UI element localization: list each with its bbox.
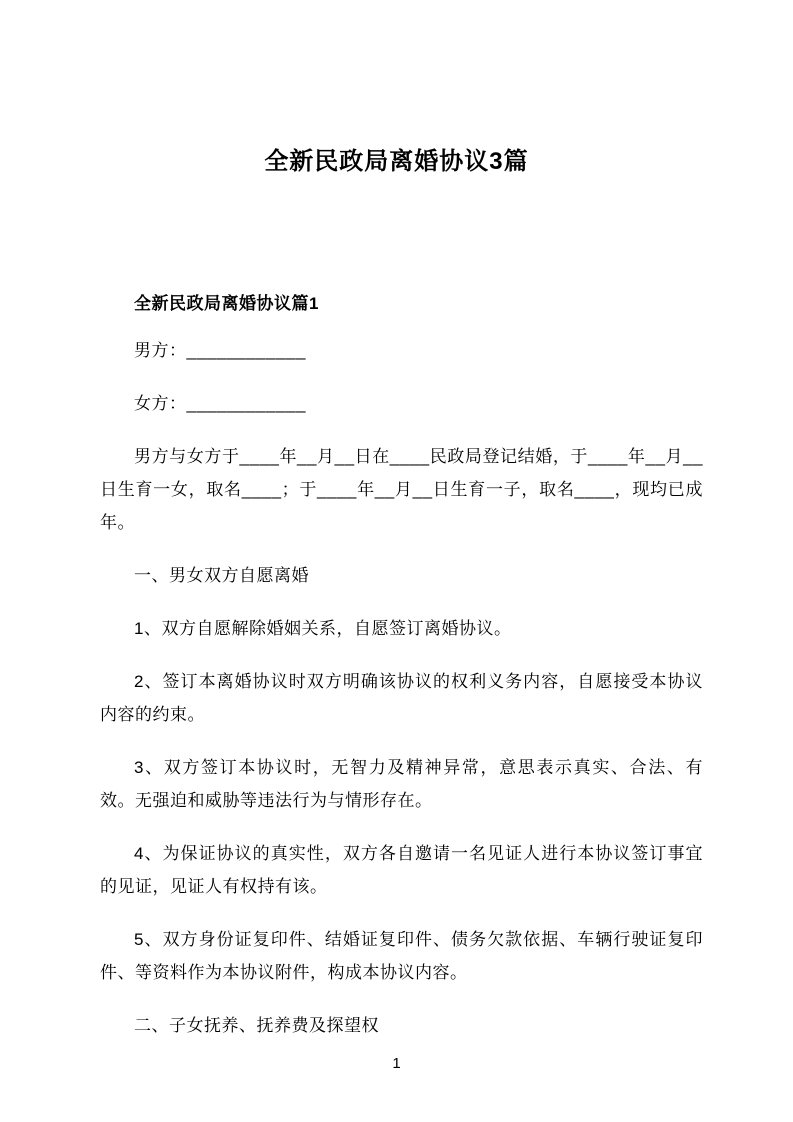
blank-line-wife: 女方：____________ bbox=[134, 394, 306, 413]
section-heading: 全新民政局离婚协议篇1 bbox=[134, 294, 319, 313]
page-number: 1 bbox=[392, 1055, 401, 1072]
document-body bbox=[100, 289, 703, 1042]
heading-article-one: 一、男女双方自愿离婚 bbox=[134, 566, 309, 585]
heading-article-two: 二、子女抚养、抚养费及探望权 bbox=[134, 1016, 379, 1035]
clause-5: 5、双方身份证复印件、结婚证复印件、债务欠款依据、车辆行驶证复印件、等资料作为本协议附件，构成本协议内容。 bbox=[100, 930, 703, 982]
blank-line-husband: 男方：____________ bbox=[134, 341, 306, 360]
clause-3: 3、双方签订本协议时，无智力及精神异常，意思表示真实、合法、有效。无强迫和威胁等违法行为与情形存在。 bbox=[100, 758, 703, 810]
paragraph-marriage-registration: 男方与女方于____年__月__日在____民政局登记结婚，于____年__月__日生育一女，取名____；于____年__月__日生育一子，取名____，现均已成年。 bbox=[100, 447, 703, 532]
clause-4: 4、为保证协议的真实性，双方各自邀请一名见证人进行本协议签订事宜的见证，见证人有权持有该。 bbox=[100, 844, 703, 896]
document-title: 全新民政局离婚协议3篇 bbox=[264, 148, 529, 175]
clause-2: 2、签订本离婚协议时双方明确该协议的权利义务内容，自愿接受本协议内容的约束。 bbox=[100, 672, 703, 724]
clause-1: 1、双方自愿解除婚姻关系，自愿签订离婚协议。 bbox=[134, 619, 512, 638]
